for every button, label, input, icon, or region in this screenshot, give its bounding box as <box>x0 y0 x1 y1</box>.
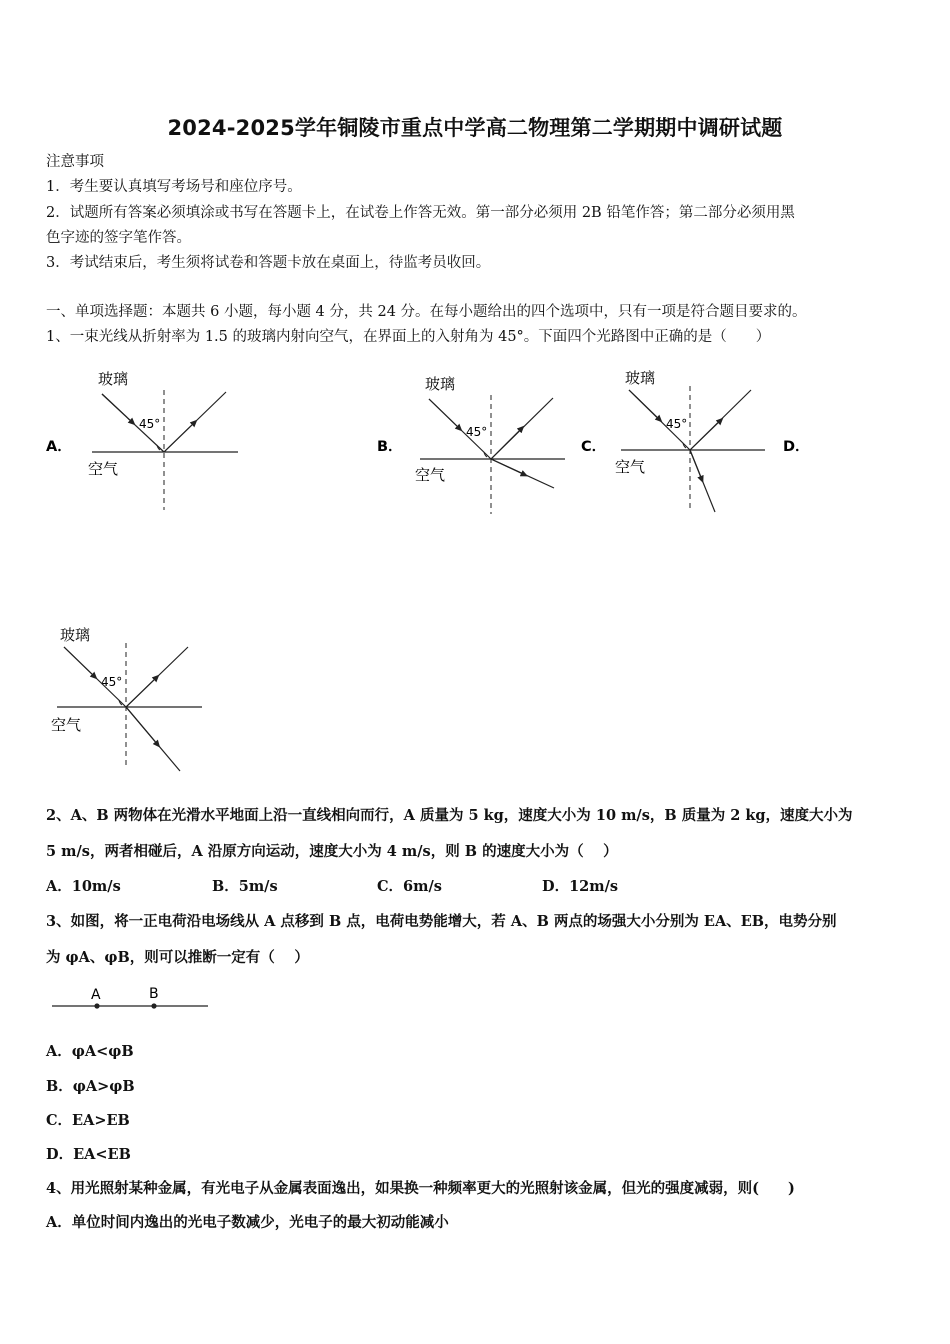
notice-item: 色字迹的签字笔作答。 <box>46 230 191 246</box>
question-2-option-b: B．5m/s <box>212 878 278 895</box>
question-4-stem: 4、用光照射某种金属，有光电子从金属表面逸出，如果换一种频率更大的光照射该金属，但光的强度减弱，则( ) <box>46 1180 795 1197</box>
air-label: 空气 <box>88 460 119 478</box>
question-2-option-a: A．10m/s <box>46 878 121 895</box>
angle-label: 45° <box>466 425 488 439</box>
air-label: 空气 <box>615 458 646 476</box>
option-c-label: C． <box>581 439 607 455</box>
notice-item: 1．考生要认真填写考场号和座位序号。 <box>46 179 302 195</box>
question-2-line-2: 5 m/s，两者相碰后，A 沿原方向运动，速度大小为 4 m/s，则 B 的速度大小为（ ） <box>46 843 618 860</box>
diagram-c <box>615 369 765 512</box>
air-label: 空气 <box>415 466 446 484</box>
glass-label: 玻璃 <box>60 626 91 644</box>
question-2-line-1: 2、A、B 两物体在光滑水平地面上沿一直线相向而行，A 质量为 5 kg，速度大小为 10 m/s，B 质量为 2 kg，速度大小为 <box>46 807 853 824</box>
option-b-label: B． <box>377 439 403 455</box>
notice-heading: 注意事项 <box>46 154 104 170</box>
air-label: 空气 <box>51 716 82 734</box>
diagram-d <box>51 626 202 771</box>
angle-label: 45° <box>101 675 123 689</box>
glass-label: 玻璃 <box>625 369 656 387</box>
notice-item: 3．考试结束后，考生须将试卷和答题卡放在桌面上，待监考员收回。 <box>46 255 491 271</box>
question-3-option-d: D．EA<EB <box>46 1146 131 1163</box>
question-3-line-2: 为 φA、φB，则可以推断一定有（ ） <box>46 949 309 966</box>
angle-label: 45° <box>666 417 688 431</box>
point-b-label: B <box>149 986 159 1002</box>
glass-label: 玻璃 <box>425 375 456 393</box>
question-3-option-a: A．φA<φB <box>46 1043 134 1060</box>
diagram-a <box>88 370 238 510</box>
question-1-stem: 1、一束光线从折射率为 1.5 的玻璃内射向空气，在界面上的入射角为 45°。下面四个光路图中正确的是（ ） <box>46 329 771 345</box>
page-title: 2024-2025学年铜陵市重点中学高二物理第二学期期中调研试题 <box>167 116 783 140</box>
question-4-option-a: A．单位时间内逸出的光电子数减少，光电子的最大初动能减小 <box>46 1214 449 1231</box>
question-3-line-1: 3、如图，将一正电荷沿电场线从 A 点移到 B 点，电荷电势能增大，若 A、B 两点的场强大小分别为 EA、EB，电势分别 <box>46 913 837 930</box>
question-2-option-c: C．6m/s <box>377 878 442 895</box>
option-a-label: A． <box>46 439 72 455</box>
question-2-option-d: D．12m/s <box>542 878 619 895</box>
point-a-label: A <box>91 987 101 1003</box>
field-line-diagram <box>40 980 240 1020</box>
notice-item: 2．试题所有答案必须填涂或书写在答题卡上，在试卷上作答无效。第一部分必须用 2B 铅笔作答；第二部分必须用黑 <box>46 205 795 221</box>
diagram-b <box>415 375 565 514</box>
option-d-label: D． <box>783 439 810 455</box>
optics-diagrams <box>0 360 950 790</box>
question-3-option-c: C．EA>EB <box>46 1112 130 1129</box>
angle-label: 45° <box>139 417 161 431</box>
glass-label: 玻璃 <box>98 370 129 388</box>
section-heading: 一、单项选择题：本题共 6 小题，每小题 4 分，共 24 分。在每小题给出的四个选项中，只有一项是符合题目要求的。 <box>46 304 807 320</box>
question-3-option-b: B．φA>φB <box>46 1078 135 1095</box>
